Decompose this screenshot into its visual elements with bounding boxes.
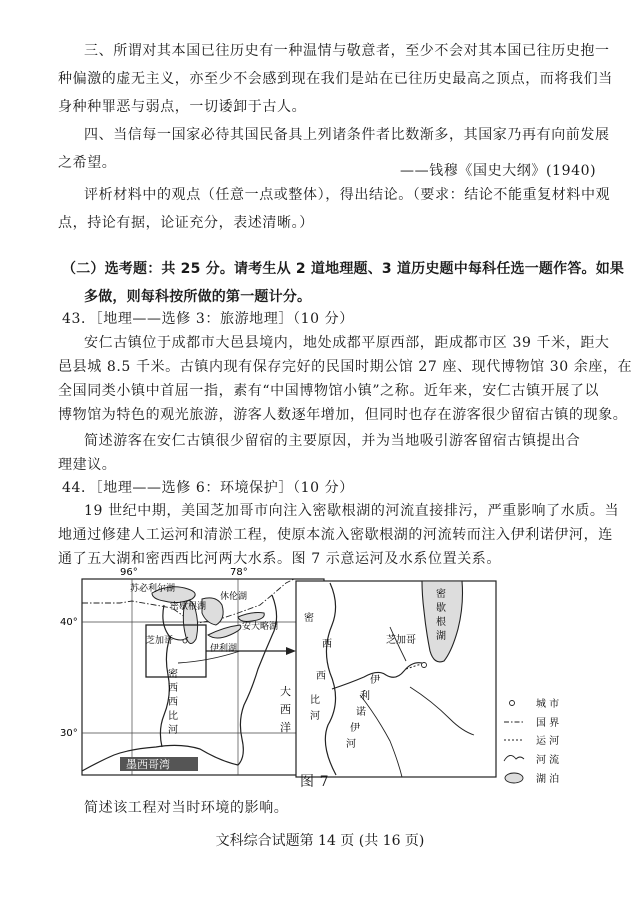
ontario-label: 安大略湖 [242, 622, 279, 632]
q43-body-line1: 安仁古镇位于成都市大邑县境内，地处成都平原西部，距成都市区 39 千米，距大 [84, 335, 610, 351]
legend-lake-symbol [505, 773, 523, 783]
lon-label-78: 78° [230, 567, 248, 578]
lm-miss-char1: 密 [168, 669, 178, 680]
legend-canal-label: 运 河 [536, 736, 560, 747]
page-footer: 文科综合试题第 14 页 (共 16 页) [215, 833, 425, 849]
erie-label: 伊利湖 [210, 644, 238, 654]
q43-body-line2: 邑县城 8.5 千米。古镇内现有保存完好的民国时期公馆 27 座、现代博物馆 30 余座，在 [58, 359, 633, 375]
chicago-label-left: 芝加哥 [146, 636, 174, 646]
q44-body-line2: 地通过修建人工运河和清淤工程，使原本流入密歇根湖的河流转而注入伊利诺伊河，连 [58, 527, 613, 543]
atlantic-char2: 西 [280, 703, 291, 716]
rm-mich-char1: 密 [436, 589, 446, 600]
q43-question-line2: 理建议。 [58, 457, 117, 473]
lon-label-96: 96° [120, 567, 138, 578]
atlantic-char3: 洋 [280, 721, 291, 734]
legend-lake-label: 湖 泊 [536, 774, 560, 785]
q43-header: 43．［地理——选修 3：旅游地理］（10 分） [62, 311, 354, 327]
lm-miss-char5: 河 [168, 725, 178, 736]
legend-city-label: 城 市 [536, 699, 560, 710]
q44-body-line1: 19 世纪中期，美国芝加哥市向注入密歇根湖的河流直接排污，严重影响了水质。当 [84, 503, 620, 519]
rm-ill-char5: 河 [346, 739, 356, 750]
legend-river-symbol [504, 755, 524, 761]
rm-mich-char4: 湖 [436, 631, 446, 642]
michigan-label-left: 密歇根湖 [170, 602, 207, 612]
q43-body-line4: 博物馆为特色的观光旅游，游客人数逐年增加，但同时也存在游客很少留宿古镇的现象。 [58, 407, 628, 423]
lm-miss-char2: 西 [168, 683, 178, 694]
material-point3-line3: 身种种罪恶与弱点，一切诿卸于古人。 [58, 99, 307, 115]
task-line2: 点，持论有据，论证充分，表述清晰。） [58, 215, 314, 231]
atlantic-char1: 大 [280, 685, 291, 698]
legend-city-symbol [510, 701, 515, 706]
rm-miss-char4: 比 [310, 695, 320, 706]
rm-ill-char3: 诺 [356, 707, 366, 718]
q44-question: 简述该工程对当时环境的影响。 [84, 800, 289, 816]
section2-line1: （二）选考题：共 25 分。请考生从 2 道地理题、3 道历史题中每科任选一题作答。如果 [62, 261, 625, 277]
material-point3-line2: 种偏激的虚无主义，亦至少不会感到现在我们是站在已往历史最高之顶点，而将我们当 [58, 71, 613, 87]
task-line1: 评析材料中的观点（任意一点或整体），得出结论。（要求：结论不能重复材料中观 [84, 187, 611, 203]
legend-river-label: 河 流 [536, 755, 560, 766]
figure-caption: 图 7 [300, 774, 330, 790]
right-chicago-city [422, 663, 427, 668]
q44-header: 44．［地理——选修 6：环境保护］（10 分） [62, 480, 354, 496]
left-chicago-city [183, 639, 187, 643]
rm-ill-char2: 利 [360, 691, 370, 702]
rm-miss-char1: 密 [304, 613, 314, 624]
rm-ill-char1: 伊 [370, 675, 380, 686]
rm-miss-char3: 西 [316, 671, 326, 682]
right-chicago-label: 芝加哥 [386, 635, 416, 646]
rm-mich-char3: 根 [436, 617, 446, 628]
superior-label: 苏必利尔湖 [130, 584, 176, 594]
lat-label-30: 30° [60, 728, 78, 739]
q43-body-line3: 全国同类小镇中首屈一指，素有“中国博物馆小镇”之称。近年来，安仁古镇开展了以 [58, 383, 600, 399]
attribution: ——钱穆《国史大纲》(1940) [400, 163, 597, 179]
rm-mich-char2: 歇 [436, 603, 446, 614]
figure-7 [60, 565, 600, 795]
material-point3-line1: 三、所谓对其本国已往历史有一种温情与敬意者，至少不会对其本国已往历史抱一 [84, 43, 610, 59]
material-point4-line1: 四、当信每一国家必待其国民备具上列诸条件者比数渐多，其国家乃再有向前发展 [84, 127, 610, 143]
q43-question-line1: 简述游客在安仁古镇很少留宿的主要原因，并为当地吸引游客留宿古镇提出合 [84, 433, 581, 449]
lm-miss-char4: 比 [168, 711, 178, 722]
huron-label: 休伦湖 [220, 592, 248, 602]
rm-ill-char4: 伊 [350, 723, 360, 734]
lm-miss-char3: 西 [168, 697, 178, 708]
rm-miss-char2: 西 [322, 639, 332, 650]
gulf-label: 墨西哥湾 [126, 758, 170, 771]
q44-body-line3: 通了五大湖和密西西比河两大水系。图 7 示意运河及水系位置关系。 [58, 551, 502, 567]
section2-line2: 多做，则每科按所做的第一题计分。 [84, 289, 312, 305]
material-point4-line2: 之希望。 [58, 155, 117, 171]
lat-label-40: 40° [60, 617, 78, 628]
rm-miss-char5: 河 [310, 711, 320, 722]
legend-border-label: 国 界 [536, 718, 560, 729]
